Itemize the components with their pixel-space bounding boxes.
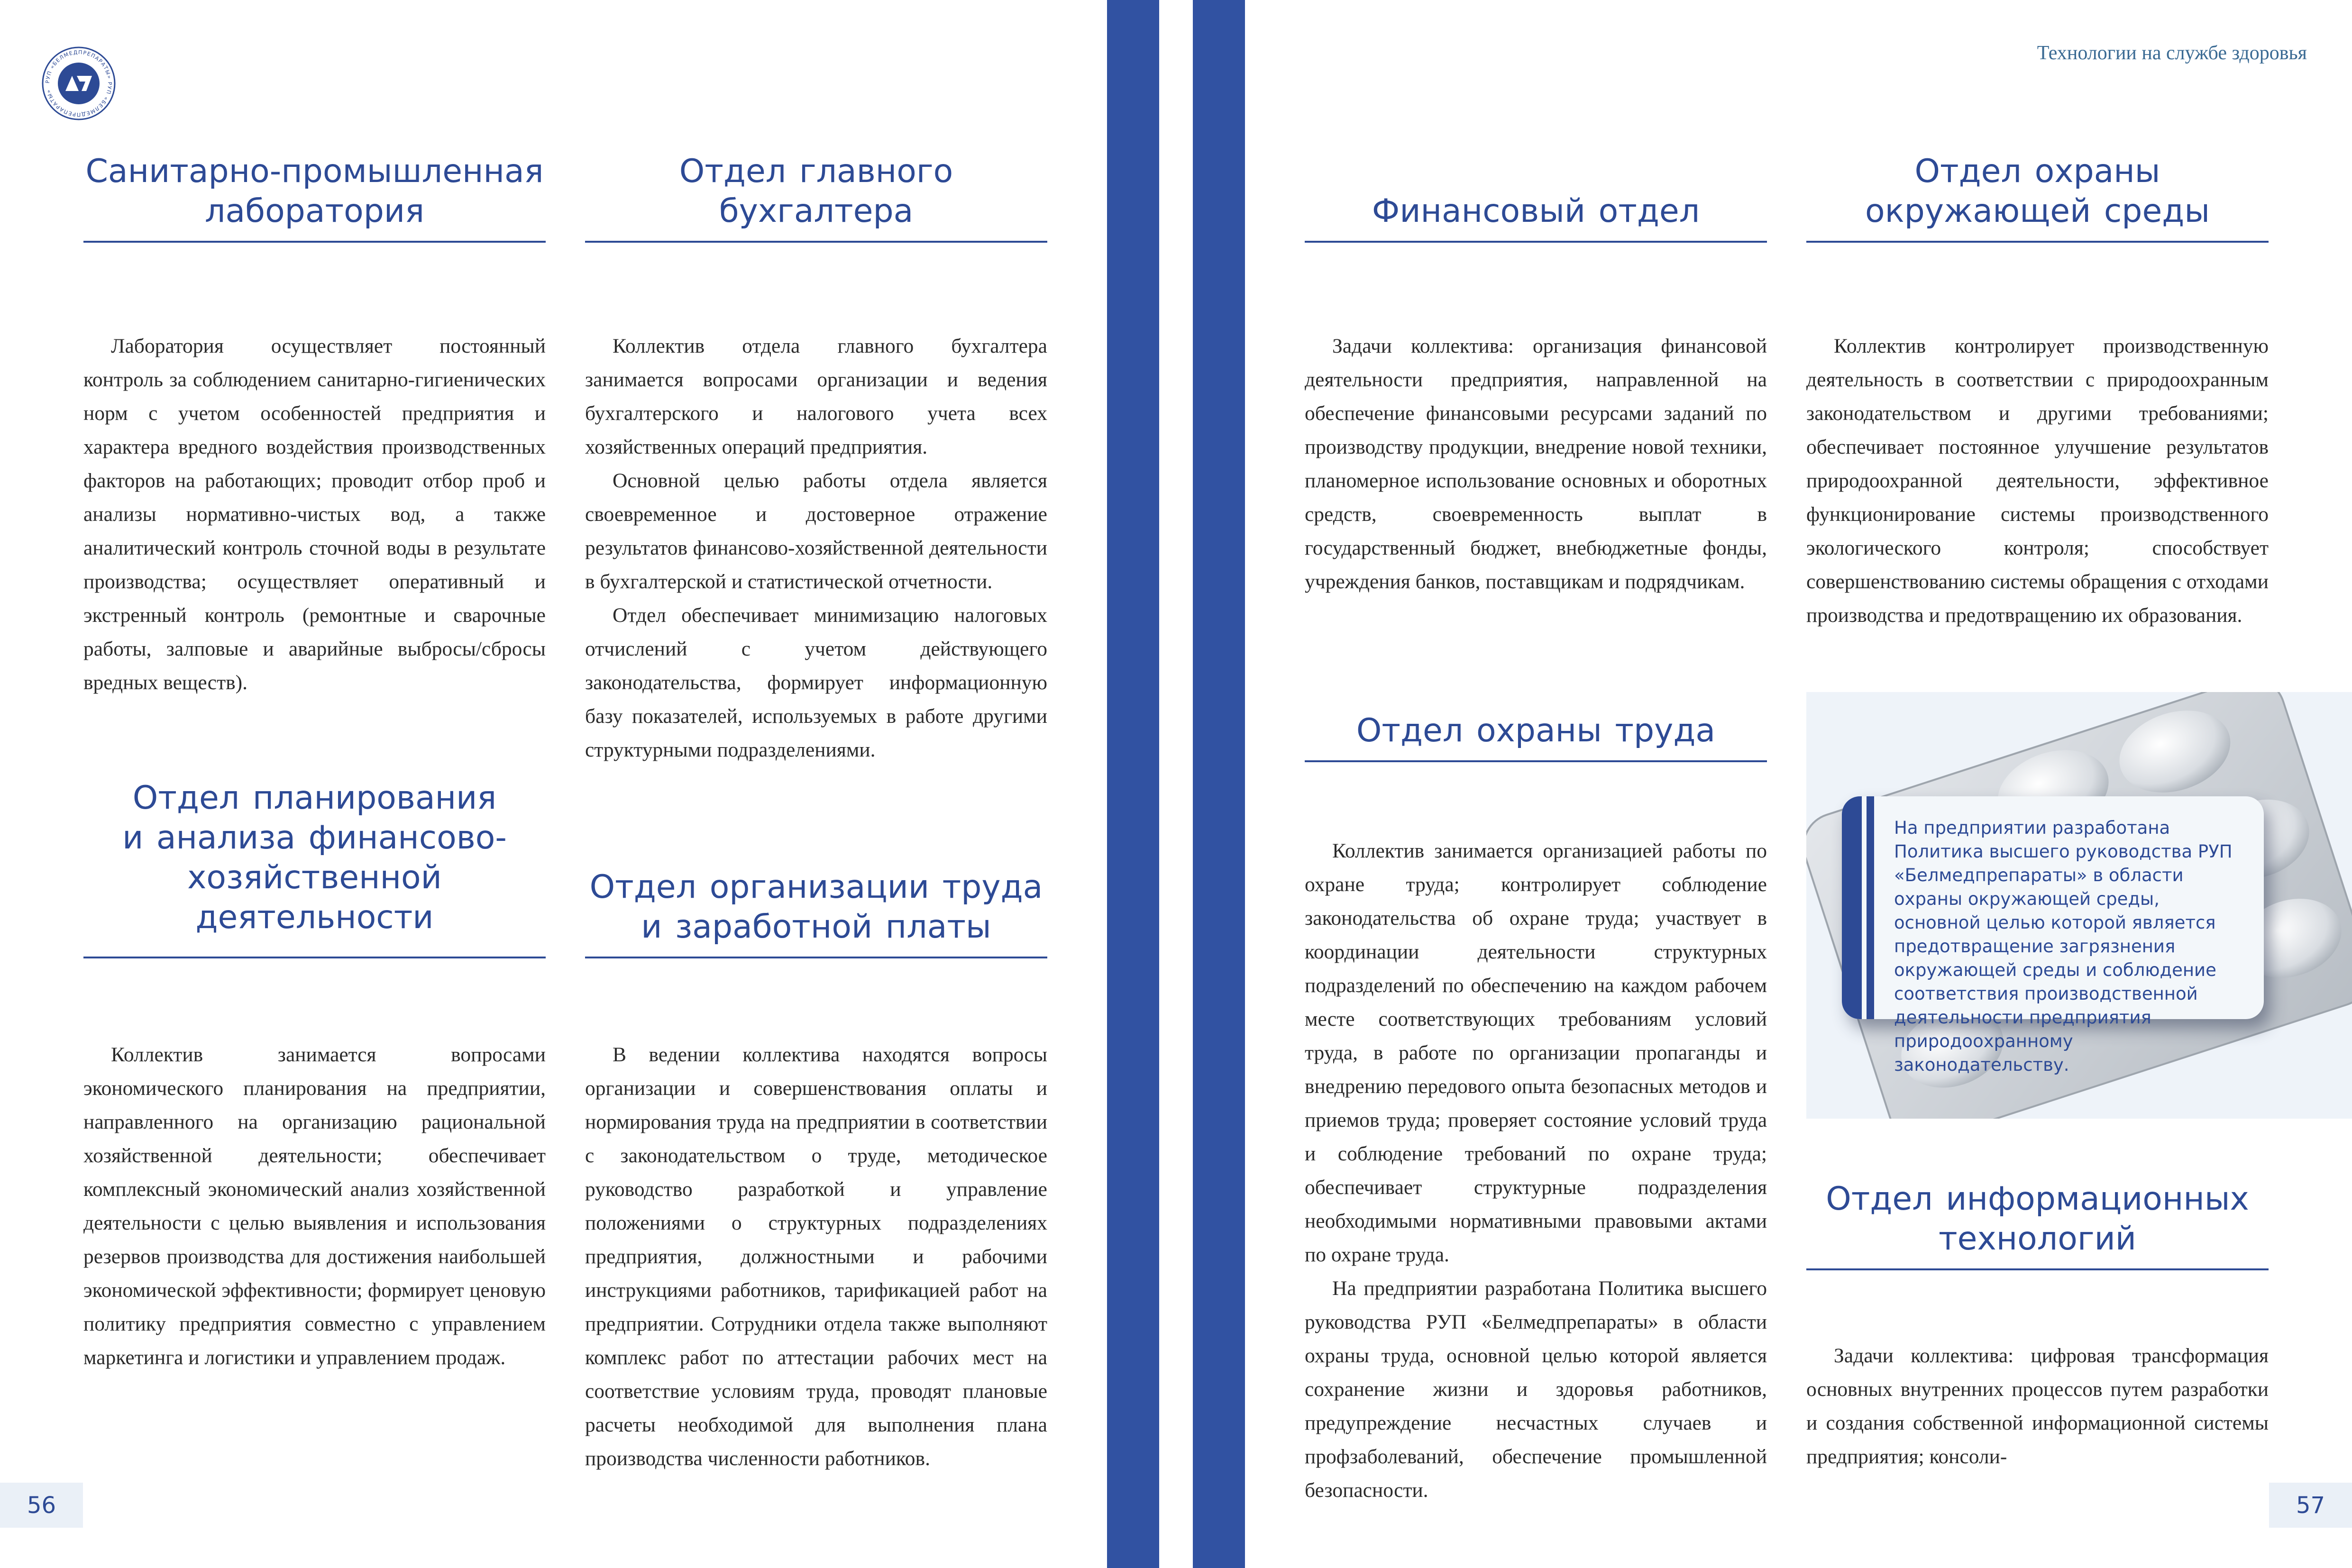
heading-rule	[1305, 760, 1767, 762]
heading-rule	[1305, 241, 1767, 243]
paragraph: Коллектив контролирует производственную деятельность в соответствии с природоохранным законодательством и другими требованиями; обеспечивает постоянное улучшение результатов природоохранной деятельности, эффективное функционирование системы производственного экологического контроля; способствует совершенствованию системы обращения с отходами производства и предотвращению их образования.	[1806, 335, 2269, 627]
heading-labor-safety: Отдел охраны труда	[1356, 712, 1716, 749]
paragraph: Коллектив отдела главного бухгалтера занимается вопросами организации и ведения бухгалтерского и налогового учета всех хозяйственных операций предприятия.	[585, 335, 1047, 458]
page-number-left: 56	[0, 1483, 83, 1528]
text-it	[1806, 1339, 2269, 1474]
paragraph: Лаборатория осуществляет постоянный контроль за соблюдением санитарно-гигиенических норм с учетом особенностей предприятия и характера вредного воздействия производственных факторов на работающих; проводит отбор проб и анализы нормативно-чистых вод, а также аналитический контроль сточной воды в результате производства; осуществляет оперативный и экстренный контроль (ремонтные и сварочные работы, залповые и аварийные выбросы/сбросы вредных веществ).	[83, 335, 546, 694]
right-page	[1245, 0, 2352, 1568]
note-accent-bar	[1842, 796, 1862, 1019]
paragraph: Задачи коллектива: цифровая трансформация основных внутренних процессов путем разработки и создания собственной информационной системы предприятия; консоли-	[1806, 1344, 2269, 1468]
heading-rule	[83, 957, 546, 958]
belmedpreparaty-seal-logo-icon	[41, 46, 117, 121]
heading-rule	[585, 241, 1047, 243]
blister-pack-photo	[1806, 692, 2352, 1119]
paragraph: Отдел обеспечивает минимизацию налоговых отчислений с учетом действующего законодательства, формирует информационную базу показателей, используемых в работе другими структурными подразделениями.	[585, 604, 1047, 761]
heading-rule	[1806, 1268, 2269, 1270]
spine-gap	[1159, 0, 1193, 1568]
text-planning	[83, 1038, 546, 1375]
text-financial	[1305, 329, 1767, 599]
paragraph: В ведении коллектива находятся вопросы организации и совершенствования оплаты и нормирования труда на предприятии в соответствии с законодательством о труде, методическое руководство разработкой и управление положениями о структурных подразделениях предприятия, должностными и рабочими инструкциями работников, тарификацией работ на предприятии. Сотрудники отдела также выполняют комплекс работ по аттестации рабочих мест на соответствие условиям труда, проводят плановые расчеты необходимой для выполнения плана производства численности работников.	[585, 1043, 1047, 1470]
text-sanitary-lab	[83, 329, 546, 700]
note-accent-bar	[1867, 796, 1874, 1019]
logo-ring-text: РУП «БЕЛМЕДПРЕПАРАТЫ» РУП «БЕЛМЕДПРЕПАРАТЫ»	[44, 49, 113, 118]
heading-environment: Отдел охраны окружающей среды	[1865, 153, 2210, 230]
spine-band-left	[1107, 0, 1159, 1568]
heading-rule	[585, 957, 1047, 958]
paragraph: Основной целью работы отдела является своевременное и достоверное отражение результатов финансово-хозяйственной деятельности в бухгалтерской и статистической отчетности.	[585, 469, 1047, 593]
paragraph: Коллектив занимается организацией работы по охране труда; контролирует соблюдение законодательства об охране труда; участвует в координации деятельности структурных подразделений по обеспечению на каждом рабочем месте соответствующих требованиям условий труда, в работе по организации пропаганды и внедрению передового опыта безопасных методов и приемов труда; проверяет состояние условий труда и соблюдение требований по охране труда; обеспечивает структурные подразделения необходимыми нормативными правовыми актами по охране труда.	[1305, 839, 1767, 1266]
policy-note-text: На предприятии разработана Политика высшего руководства РУП «Белмедпрепараты» в области охраны окружающей среды, основной целью которой является предотвращение загрязнения окружающей среды и соблюдение соответствия производственной деятельности предприятия природоохранному законодательству.	[1894, 818, 2233, 1075]
heading-labor-org: Отдел организации труда и заработной платы	[589, 868, 1043, 946]
text-labor-org	[585, 1038, 1047, 1476]
heading-rule	[1806, 241, 2269, 243]
page-number-right: 57	[2269, 1483, 2352, 1528]
text-labor-safety	[1305, 834, 1767, 1507]
heading-rule	[83, 241, 546, 243]
heading-it: Отдел информационных технологий	[1826, 1180, 2249, 1258]
policy-note-card	[1842, 796, 2264, 1075]
paragraph: Задачи коллектива: организация финансовой деятельности предприятия, направленной на обеспечение финансовыми ресурсами заданий по производству продукции, внедрение новой техники, планомерное использование основных и оборотных средств, своевременность выплат в государственный бюджет, внебюджетные фонды, учреждения банков, поставщикам и подрядчикам.	[1305, 335, 1767, 593]
running-title: Технологии на службе здоровья	[2037, 42, 2307, 64]
heading-planning: Отдел планирования и анализа финансово- хозяйственной деятельности	[122, 779, 507, 936]
text-chief-accountant	[585, 329, 1047, 767]
text-environment	[1806, 329, 2269, 632]
heading-sanitary-lab: Санитарно-промышленная лаборатория	[85, 153, 544, 230]
heading-chief-accountant: Отдел главного бухгалтера	[679, 153, 953, 230]
left-page	[0, 0, 1107, 1568]
heading-financial: Финансовый отдел	[1372, 192, 1700, 230]
paragraph: Коллектив занимается вопросами экономического планирования на предприятии, направленного на организацию рациональной хозяйственной деятельности; обеспечивает комплексный экономический анализ хозяйственной деятельности с целью выявления и использования резервов производства для достижения наибольшей экономической эффективности; формирует ценовую политику предприятия совместно с управлением маркетинга и логистики и управлением продаж.	[83, 1043, 546, 1369]
spine-band-right	[1193, 0, 1245, 1568]
paragraph: На предприятии разработана Политика высшего руководства РУП «Белмедпрепараты» в области охраны труда, основной целью которой является сохранение жизни и здоровья работников, предупреждение несчастных случаев и профзаболеваний, обеспечение промышленной безопасности.	[1305, 1277, 1767, 1502]
